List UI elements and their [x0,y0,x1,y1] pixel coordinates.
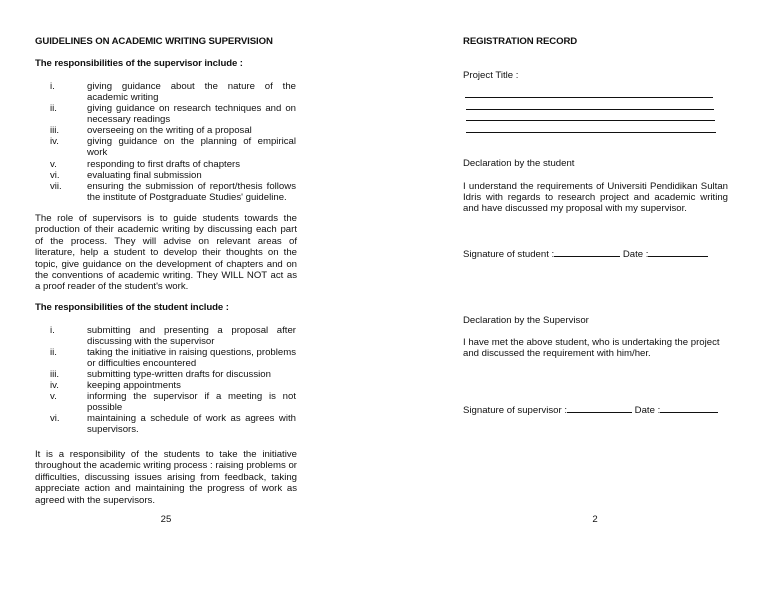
supervisor-date-label: Date : [634,405,661,416]
student-signature-label: Signature of student : [463,249,555,260]
supervisor-signature-field[interactable] [567,404,632,413]
project-title-line-4[interactable] [466,132,716,133]
list-item: iii. overseeing on the writing of a proposal [50,125,252,136]
project-title-label: Project Title : [463,70,519,81]
page-number: 2 [592,514,598,525]
list-item: iv. keeping appointments [50,380,181,391]
list-item: iii. submitting type-written drafts for discussion [50,369,271,380]
list-item: v. responding to first drafts of chapters [50,159,241,170]
student-signature-field[interactable] [554,248,620,257]
supervisor-responsibilities-heading: The responsibilities of the supervisor include : [35,58,243,69]
student-signature-row [463,248,708,260]
supervisor-declaration-text: I have met the above student, who is undertaking the project and discussed the requirement with him/her. [463,337,720,360]
list-item: v. informing the supervisor if a meeting is not possible [50,391,296,413]
project-title-line-1[interactable] [465,97,713,98]
student-declaration-heading: Declaration by the student [463,158,575,169]
list-item: vii. ensuring the submission of report/thesis follows the institute of Postgraduate Studies' guideline. [50,181,296,203]
project-title-line-2[interactable] [466,109,714,110]
student-declaration-text: I understand the requirements of Universiti Pendidikan Sultan Idris with regards to research project and academic writing and have discussed my proposal with my supervisor. [463,181,728,215]
list-item: ii. taking the initiative in raising questions, problems or difficulties encountered [50,347,296,369]
page-number: 25 [160,514,172,525]
list-item: iv. giving guidance on the planning of empirical work [50,136,296,158]
supervisor-responsibilities-list [50,81,296,203]
supervisor-signature-row [463,404,718,416]
right-page [384,0,768,594]
project-title-line-3[interactable] [466,120,715,121]
list-item: i. submitting and presenting a proposal after discussing with the supervisor [50,325,296,347]
student-responsibilities-heading: The responsibilities of the student include : [35,302,229,313]
supervisor-declaration-heading: Declaration by the Supervisor [463,315,589,326]
supervisor-date-field[interactable] [660,404,718,413]
list-item: ii. giving guidance on research techniques and on necessary readings [50,103,296,125]
list-item: vi. maintaining a schedule of work as agrees with supervisors. [50,413,296,435]
registration-record-title: REGISTRATION RECORD [463,36,578,47]
student-responsibilities-list [50,325,296,435]
student-date-field[interactable] [648,248,708,257]
student-initiative-paragraph: It is a responsibility of the students to take the initiative throughout the academic writing process : raising problems or difficulties, discussing issues arising from feedback, taking appreciate action and maintaining the progress of work as agreed with the supervisors. [35,449,297,506]
page-title: GUIDELINES ON ACADEMIC WRITING SUPERVISION [35,36,273,47]
list-item: i. giving guidance about the nature of the academic writing [50,81,296,103]
student-date-label: Date : [622,249,649,260]
supervisor-signature-label: Signature of supervisor : [463,405,567,416]
supervisor-role-paragraph: The role of supervisors is to guide students towards the production of their academic writing by discussing each part of the process. They will advise on relevant areas of literature, help a student to develop their thoughts on the topic, give guidance on the development of chapters and on the conventions of academic writing. They WILL NOT act as a proof reader of the student's work. [35,213,297,293]
list-item: vi. evaluating final submission [50,170,202,181]
